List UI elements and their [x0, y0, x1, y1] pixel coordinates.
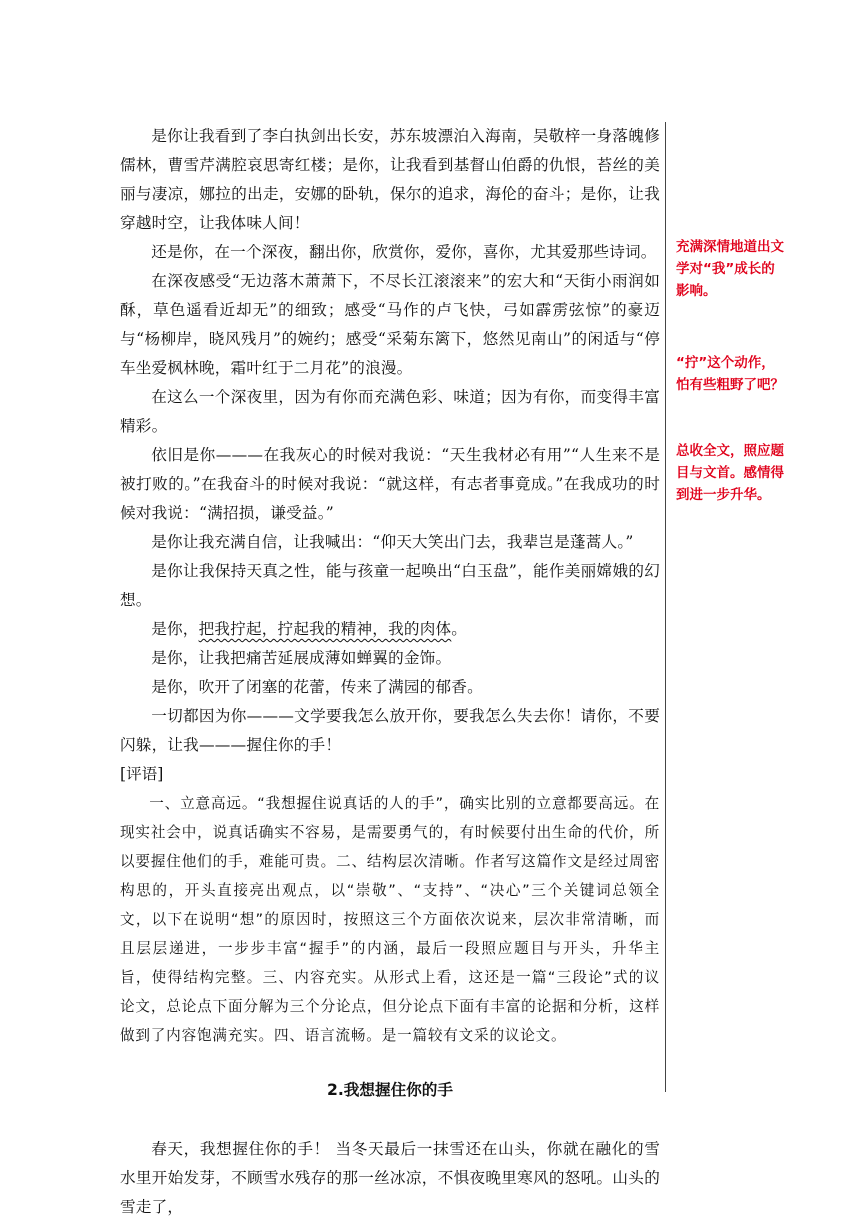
essay-paragraph: 在这么一个深夜里，因为有你而充满色彩、味道；因为有你，而变得丰富精彩。 — [120, 388, 660, 435]
margin-note: “拧”这个动作，怕有些粗野了吧？ — [676, 355, 784, 393]
essay-paragraph: 是你，吹开了闭塞的花蕾，传来了满园的郁香。 — [151, 678, 483, 696]
wavy-suffix: 。 — [451, 620, 468, 638]
essay-paragraph: 是你，让我把痛苦延展成薄如蝉翼的金饰。 — [151, 649, 452, 667]
essay-paragraph: 一切都因为你———文学要我怎么放开你，要我怎么失去你！请你，不要闪躲，让我———握住你的手！ — [120, 707, 660, 754]
essay-body — [120, 122, 660, 1222]
essay-paragraph: 是你让我保持天真之性，能与孩童一起唤出“白玉盘”，能作美丽嫦娥的幻想。 — [120, 562, 660, 609]
margin-note: 总收全文，照应题目与文首。感情得到进一步升华。 — [676, 443, 784, 503]
review-text: 一、立意高远。“我想握住说真话的人的手”，确实比别的立意都要高远。在现实社会中，说真话确实不容易，是需要勇气的，有时候要付出生命的代价，所以要握住他们的手，难能可贵。二、结构层次清晰。作者写这篇作文是经过周密构思的，开头直接亮出观点，以“崇敬”、“支持”、“决心”三个关键词总领全文，以下在说明“想”的原因时，按照这三个方面依次说来，层次非常清晰，而且层层递进，一步步丰富“握手”的内涵，最后一段照应题目与开头，升华主旨，使得结构完整。三、内容充实。从形式上看，这还是一篇“三段论”式的议论文，总论点下面分解为三个分论点，但分论点下面有丰富的论据和分析，这样做到了内容饱满充实。四、语言流畅。是一篇较有文采的议论文。 — [120, 795, 660, 1044]
wavy-underlined-text: 把我拧起，拧起我的精神，我的肉体 — [198, 620, 452, 638]
essay-paragraph: 依旧是你———在我灰心的时候对我说：“天生我材必有用”“人生来不是被打败的。”在我奋斗的时候对我说：“就这样，有志者事竟成。”在我成功的时候对我说：“满招损，谦受益。” — [120, 446, 660, 522]
second-essay-title: 2.我想握住你的手 — [327, 1081, 453, 1099]
essay-paragraph-wavy — [120, 615, 660, 644]
wavy-prefix: 是你， — [151, 620, 199, 638]
essay-paragraph: 是你让我看到了李白执剑出长安，苏东坡漂泊入海南，吴敬梓一身落魄修儒林，曹雪芹满腔哀思寄红楼；是你，让我看到基督山伯爵的仇恨，苔丝的美丽与凄凉，娜拉的出走，安娜的卧轨，保尔的追求，海伦的奋斗；是你，让我穿越时空，让我体味人间！ — [120, 127, 660, 232]
essay-paragraph: 是你让我充满自信，让我喊出：“仰天大笑出门去，我辈岂是蓬蒿人。” — [151, 533, 634, 551]
essay-paragraph: 还是你，在一个深夜，翻出你，欣赏你，爱你，喜你，尤其爱那些诗词。 — [151, 243, 657, 261]
margin-note: 充满深情地道出文学对“我”成长的影响。 — [676, 239, 784, 299]
margin-divider — [665, 122, 666, 1092]
essay-paragraph: 在深夜感受“无边落木萧萧下，不尽长江滚滚来”的宏大和“天街小雨润如酥，草色遥看近却无”的细致；感受“马作的卢飞快，弓如霹雳弦惊”的豪迈与“杨柳岸，晓风残月”的婉约；感受“采菊东篱下，悠然见南山”的闲适与“停车坐爱枫林晚，霜叶红于二月花”的浪漫。 — [120, 272, 660, 377]
second-essay-paragraph: 春天，我想握住你的手！ 当冬天最后一抹雪还在山头，你就在融化的雪水里开始发芽，不顾雪水残存的那一丝冰凉，不惧夜晚里寒风的怒吼。山头的雪走了， — [120, 1140, 660, 1216]
review-label: [评语] — [120, 765, 164, 783]
